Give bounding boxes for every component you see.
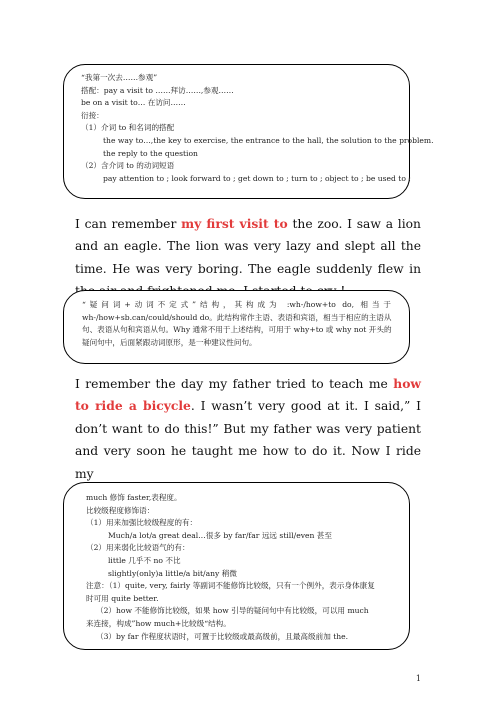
- note-line: 注意：（1）quite, very, fairly 等副词不能修饰比较级，只有一个例外，表示身体康复: [86, 581, 375, 591]
- note-line: the reply to the question: [103, 148, 198, 158]
- paragraph-text: . I wasn’t very good at it. I said,” I don’t want to do this!” But my father was very patient and very soon he taught me how to do it. Now I ride my: [75, 399, 421, 481]
- note-line: 时可用 quite better.: [86, 593, 159, 603]
- note-line: 衍接：: [81, 110, 104, 120]
- note-line: （3）by far 作程度状语时，可置于比较级或最高级前，且最高级前加 the.: [96, 631, 349, 641]
- note-line: wh-/how+sb.can/could/should do。此结构常作主语、表语和宾语，相当于相应的主语从: [82, 312, 392, 322]
- note-line: 比较级程度修饰语：: [86, 505, 155, 515]
- paragraph-text: I remember the day my father tried to teach me: [75, 377, 394, 391]
- note-line: （2）用来弱化比较语气的有：: [86, 543, 190, 553]
- grammar-note-comparatives: [63, 482, 410, 650]
- note-line: be on a visit to… 在访问……: [81, 98, 186, 108]
- story-paragraph-2: [75, 373, 421, 485]
- note-line: slightly(only)a little/a bit/any 稍微: [108, 568, 237, 578]
- note-line: （2）how 不能修饰比较级，如果 how 引导的疑问句中有比较级，可以用 much: [96, 606, 369, 616]
- note-line: “疑问词+动词不定式”结构，其构成为 :wh-/how+to do, 相当于: [82, 300, 391, 309]
- page-number: 1: [415, 674, 421, 683]
- paragraph-text: I can remember: [75, 217, 182, 231]
- note-line: much 修饰 faster,表程度。: [86, 493, 182, 502]
- note-line: （1）介词 to 和名词的搭配: [81, 123, 175, 133]
- highlight-phrase: how to ride a bicycle: [75, 376, 421, 414]
- note-line: “我第一次去……参观”: [81, 73, 158, 82]
- note-line: 来连接，构成”how much+比较级“结构。: [86, 618, 231, 628]
- note-line: （2）含介词 to 的动词短语: [81, 161, 175, 171]
- grammar-note-wh-to-do: [63, 290, 410, 364]
- highlight-phrase: my first visit to: [181, 216, 288, 231]
- note-line: 疑问句中，后面紧跟动词原形，是一种建议性问句。: [82, 337, 257, 347]
- grammar-note-visit: [63, 64, 434, 199]
- note-line: 搭配：pay a visit to ……拜访……,参观……: [81, 85, 234, 95]
- note-line: Much/a lot/a great deal…很多 by far/far 远远 still/even 甚至: [108, 530, 332, 540]
- note-line: the way to…,the key to exercise, the entrance to the hall, the solution to the problem.: [103, 135, 434, 145]
- note-line: 句、表语从句和宾语从句。Why 通常不用于上述结构，可用于 why+to 或 why not 开头的: [82, 325, 392, 335]
- note-line: little 几乎不 no 不比: [108, 555, 181, 565]
- note-line: pay attention to ; look forward to ; get down to ; turn to ; object to ; be used to ;: [103, 173, 411, 183]
- note-line: （1）用来加强比较级程度的有：: [86, 518, 198, 528]
- paragraph-text: the zoo. I saw a lion and an eagle. The lion was very lazy and slept all the time. He was very boring. The eagle suddenly flew in: [75, 217, 421, 276]
